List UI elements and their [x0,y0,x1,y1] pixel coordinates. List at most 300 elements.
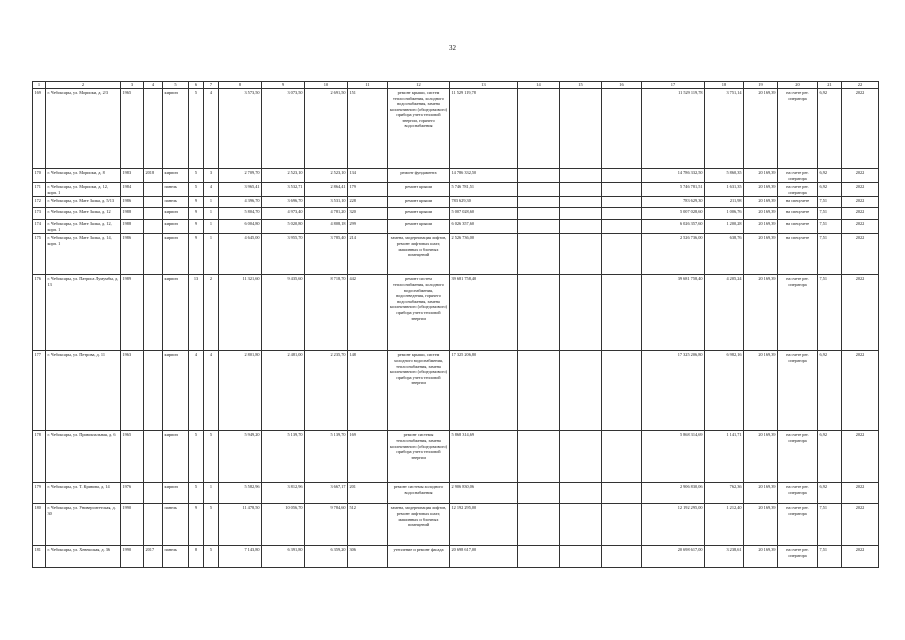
cell-cost: 2 906 830,06 [450,483,518,504]
cell-en: 5 [204,504,219,546]
cell-c18: 3 751,14 [705,89,744,169]
cell-y1: 1989 [121,275,144,351]
cell-work: ремонт фундамента [388,169,450,183]
cell-c14 [518,275,560,351]
cell-a2: 3 073,50 [262,89,305,169]
cell-work: утепление и ремонт фасада [388,546,450,568]
column-number-cell: 2 [46,82,121,89]
cell-work: ремонт крыши, систем холодного водоснабжения, теплоснабжения, замена коллективного (общедомового) прибора учета тепловой энергии [388,351,450,431]
cell-fund: на спецсчете [778,208,818,220]
table-row [33,208,879,220]
cell-y2 [144,431,163,483]
cell-a1: 3 965,41 [219,183,262,197]
cell-work: замена, модернизация лифтов, ремонт лифтовых шахт, машинных и блочных помещений [388,504,450,546]
cell-en: 4 [204,351,219,431]
cell-c18: 638,76 [705,234,744,275]
cell-fl: 13 [189,275,204,351]
cell-c14 [518,208,560,220]
cell-c18: 762,36 [705,483,744,504]
cell-fl: 9 [189,197,204,208]
table-row [33,234,879,275]
column-number-cell: 18 [705,82,744,89]
column-number-cell: 15 [560,82,602,89]
cell-y2 [144,220,163,234]
cell-c19: 20 169,39 [744,208,778,220]
cell-rate: 7,51 [818,234,842,275]
cell-fl: 4 [189,351,204,431]
cell-res: 169 [348,431,388,483]
cell-c15 [560,234,602,275]
cell-n: 176 [33,275,46,351]
cell-c18: 1 141,71 [705,431,744,483]
cell-address: г. Чебоксары, ул. Мате Залка, д. 5/13 [46,197,121,208]
cell-cost: 39 681 758,40 [450,275,518,351]
cell-c14 [518,89,560,169]
cell-en: 1 [204,208,219,220]
cell-y1: 1963 [121,351,144,431]
cell-a2: 3 812,96 [262,483,305,504]
cell-c19: 20 169,39 [744,275,778,351]
table-row [33,483,879,504]
cell-work: ремонт крыши, систем теплоснабжения, холодного водоснабжения, замена коллективного (общедомового) прибора учета тепловой энергии, горячего водоснабжения [388,89,450,169]
column-number-cell: 22 [842,82,879,89]
cell-address: г. Чебоксары, ул. Мориоки, д. 8 [46,169,121,183]
cell-c15 [560,351,602,431]
cell-rate: 7,51 [818,197,842,208]
cell-fl: 9 [189,220,204,234]
cell-wall: кирпич [163,220,189,234]
cell-fund: на спецсчете [778,220,818,234]
cell-res: 228 [348,197,388,208]
cell-y1: 1976 [121,483,144,504]
table-row [33,183,879,197]
column-number-row [33,82,879,89]
cell-c18: 1 212,40 [705,504,744,546]
cell-c15 [560,275,602,351]
cell-a1: 11 478,50 [219,504,262,546]
cell-c16 [602,275,642,351]
cell-rate: 7,51 [818,275,842,351]
cell-work: ремонт крыши [388,220,450,234]
cell-c17: 5 868 314,69 [642,431,705,483]
cell-work: ремонт крыши [388,197,450,208]
cell-a2: 5 020,80 [262,220,305,234]
cell-res: 512 [348,504,388,546]
cell-cost: 20 698 617,00 [450,546,518,568]
cell-a1: 4 396,70 [219,197,262,208]
cell-wall: панель [163,197,189,208]
cell-rate: 7,51 [818,546,842,568]
column-number-cell: 3 [121,82,144,89]
cell-c19: 20 169,39 [744,234,778,275]
cell-year: 2022 [842,234,879,275]
cell-c19: 20 169,39 [744,89,778,169]
cell-a2: 3 696,70 [262,197,305,208]
table-row [33,546,879,568]
cell-en: 1 [204,197,219,208]
cell-c16 [602,504,642,546]
cell-c17: 5 007 028,60 [642,208,705,220]
cell-n: 173 [33,208,46,220]
cell-a2: 5 139,70 [262,431,305,483]
cell-year: 2022 [842,546,879,568]
cell-c16 [602,169,642,183]
cell-n: 171 [33,183,46,197]
column-number-cell: 14 [518,82,560,89]
cell-en: 1 [204,483,219,504]
cell-address: г. Чебоксары, ул. Мате Залка, д. 12 [46,208,121,220]
cell-address: г. Чебоксары, ул. Патриса Лумумбы, д. 13 [46,275,121,351]
cell-a3: 6 359,20 [305,546,348,568]
cell-a2: 2 523,10 [262,169,305,183]
cell-cost: 5 007 028,60 [450,208,518,220]
cell-address: г. Чебоксары, ул. Мате Залка, д. 12, корп. 1 [46,220,121,234]
cell-fund: на счете рег. оператора [778,351,818,431]
cell-c18: 211,98 [705,197,744,208]
cell-en: 4 [204,89,219,169]
cell-c14 [518,431,560,483]
cell-c15 [560,546,602,568]
cell-fl: 9 [189,208,204,220]
cell-a1: 5 804,70 [219,208,262,220]
cell-a2: 2 481,00 [262,351,305,431]
cell-cost: 11 529 119,78 [450,89,518,169]
cell-c18: 6 982,16 [705,351,744,431]
cell-a3: 5 139,70 [305,431,348,483]
cell-c15 [560,220,602,234]
cell-y1: 1983 [121,169,144,183]
cell-fund: на счете рег. оператора [778,483,818,504]
cell-cost: 17 325 206,80 [450,351,518,431]
cell-a2: 4 973,40 [262,208,305,220]
cell-n: 169 [33,89,46,169]
cell-year: 2022 [842,220,879,234]
cell-c19: 20 169,39 [744,483,778,504]
cell-res: 320 [348,208,388,220]
cell-n: 170 [33,169,46,183]
cell-res: 214 [348,234,388,275]
cell-c16 [602,89,642,169]
cell-fl: 5 [189,483,204,504]
cell-y2 [144,183,163,197]
table-row [33,504,879,546]
cell-fl: 5 [189,89,204,169]
cell-year: 2022 [842,169,879,183]
cell-c16 [602,220,642,234]
cell-y2: 2017 [144,546,163,568]
cell-rate: 6,92 [818,431,842,483]
cell-work: ремонт систем теплоснабжения, холодного водоснабжения, водоотведения, горячего водоснабжения, замена коллективного (общедомового) прибора учета тепловой энергии [388,275,450,351]
table-row [33,169,879,183]
cell-c14 [518,483,560,504]
cell-fl: 5 [189,169,204,183]
cell-a3: 2 235,70 [305,351,348,431]
cell-a3: 3 667,17 [305,483,348,504]
cell-c15 [560,183,602,197]
cell-cost: 5 868 314,69 [450,431,518,483]
cell-fund: на спецсчете [778,234,818,275]
cell-c15 [560,431,602,483]
column-number-cell: 4 [144,82,163,89]
cell-c19: 20 169,39 [744,351,778,431]
column-number-cell: 17 [642,82,705,89]
cell-y1: 1990 [121,546,144,568]
column-number-cell: 11 [348,82,388,89]
cell-wall: панель [163,504,189,546]
column-number-cell: 10 [305,82,348,89]
cell-c16 [602,234,642,275]
cell-wall: кирпич [163,351,189,431]
cell-rate: 7,51 [818,220,842,234]
cell-c15 [560,208,602,220]
cell-cost: 14 786 332,50 [450,169,518,183]
cell-c17: 17 325 206,80 [642,351,705,431]
cell-cost: 783 629,30 [450,197,518,208]
cell-c15 [560,483,602,504]
cell-y1: 1984 [121,183,144,197]
cell-res: 148 [348,351,388,431]
cell-a3: 4 781,20 [305,208,348,220]
cell-a1: 11 321,60 [219,275,262,351]
cell-y2 [144,275,163,351]
cell-year: 2022 [842,208,879,220]
cell-cost: 6 026 357,60 [450,220,518,234]
cell-n: 172 [33,197,46,208]
cell-address: г. Чебоксары, ул. Мориоки, д. 2/3 [46,89,121,169]
cell-c17: 11 529 119,78 [642,89,705,169]
cell-a2: 3 955,70 [262,234,305,275]
cell-y2: 2018 [144,169,163,183]
cell-a2: 10 056,70 [262,504,305,546]
cell-res: 442 [348,275,388,351]
table-row [33,89,879,169]
cell-a2: 3 532,71 [262,183,305,197]
cell-a3: 2 864,41 [305,183,348,197]
cell-c16 [602,208,642,220]
cell-wall: кирпич [163,208,189,220]
cell-fund: на счете рег. оператора [778,431,818,483]
cell-c18: 1 006,76 [705,208,744,220]
cell-year: 2022 [842,431,879,483]
cell-y2 [144,197,163,208]
cell-a1: 5 949,20 [219,431,262,483]
cell-address: г. Чебоксары, ул. Мориоки, д. 12, корп. 1 [46,183,121,197]
cell-work: ремонт системы теплоснабжения, замена коллективного (общедомового) прибора учета тепловой энергии [388,431,450,483]
column-number-cell: 6 [189,82,204,89]
cell-c18: 5 860,35 [705,169,744,183]
cell-en: 1 [204,220,219,234]
cell-a2: 9 435,60 [262,275,305,351]
cell-address: г. Чебоксары, ул. Петрова, д. 11 [46,351,121,431]
cell-c14 [518,546,560,568]
cell-c19: 20 169,39 [744,169,778,183]
column-number-cell: 12 [388,82,450,89]
cell-a1: 2 801,80 [219,351,262,431]
cell-n: 175 [33,234,46,275]
cell-rate: 7,51 [818,208,842,220]
cell-work: ремонт системы холодного водоснабжения [388,483,450,504]
cell-c19: 20 169,39 [744,183,778,197]
cell-c14 [518,351,560,431]
column-number-cell: 16 [602,82,642,89]
cell-c19: 20 169,39 [744,546,778,568]
cell-c14 [518,183,560,197]
cell-rate: 6,92 [818,89,842,169]
cell-c14 [518,504,560,546]
column-number-cell: 13 [450,82,518,89]
cell-c17: 6 026 357,60 [642,220,705,234]
cell-year: 2022 [842,89,879,169]
cell-y1: 1986 [121,197,144,208]
column-number-cell: 1 [33,82,46,89]
cell-a3: 4 808,18 [305,220,348,234]
cell-a1: 7 143,80 [219,546,262,568]
cell-work: ремонт крыши [388,183,450,197]
cell-n: 181 [33,546,46,568]
cell-n: 177 [33,351,46,431]
column-number-cell: 9 [262,82,305,89]
cell-rate: 6,92 [818,183,842,197]
cell-c16 [602,197,642,208]
cell-a3: 9 784,60 [305,504,348,546]
table-row [33,431,879,483]
cell-en: 5 [204,546,219,568]
cell-c16 [602,431,642,483]
cell-y2 [144,208,163,220]
cell-res: 306 [348,546,388,568]
cell-a3: 3 785,40 [305,234,348,275]
cell-n: 178 [33,431,46,483]
cell-res: 134 [348,169,388,183]
cell-c17: 5 746 781,51 [642,183,705,197]
cell-c14 [518,220,560,234]
column-number-cell: 21 [818,82,842,89]
cell-a3: 2 691,50 [305,89,348,169]
cell-c17: 783 629,30 [642,197,705,208]
cell-c18: 1 200,28 [705,220,744,234]
page-number: 32 [449,44,456,52]
cell-c17: 20 698 617,00 [642,546,705,568]
cell-c19: 20 169,39 [744,220,778,234]
cell-wall: панель [163,546,189,568]
cell-year: 2022 [842,351,879,431]
cell-en: 5 [204,431,219,483]
cell-rate: 6,92 [818,351,842,431]
cell-a1: 3 573,50 [219,89,262,169]
table-row [33,197,879,208]
column-number-cell: 5 [163,82,189,89]
cell-c18: 3 238,61 [705,546,744,568]
cell-fl: 5 [189,431,204,483]
table-row [33,351,879,431]
cell-c19: 20 169,39 [744,197,778,208]
cell-address: г. Чебоксары, ул. Мате Залка, д. 14, корп. 1 [46,234,121,275]
cell-a1: 2 709,70 [219,169,262,183]
cell-year: 2022 [842,275,879,351]
cell-fund: на счете рег. оператора [778,183,818,197]
cell-c14 [518,169,560,183]
cell-year: 2022 [842,483,879,504]
cell-y1: 1988 [121,220,144,234]
cell-fund: на счете рег. оператора [778,89,818,169]
cell-a1: 6 004,80 [219,220,262,234]
cell-n: 180 [33,504,46,546]
cell-en: 1 [204,234,219,275]
cell-c16 [602,483,642,504]
cell-fl: 9 [189,504,204,546]
column-number-cell: 8 [219,82,262,89]
cell-y1: 1965 [121,431,144,483]
column-number-cell: 20 [778,82,818,89]
cell-y2 [144,351,163,431]
cell-wall: кирпич [163,169,189,183]
cell-c17: 14 786 332,50 [642,169,705,183]
cell-res: 151 [348,89,388,169]
capital-repair-table [32,81,879,568]
cell-cost: 5 746 781,51 [450,183,518,197]
cell-c16 [602,546,642,568]
cell-c17: 2 906 830,06 [642,483,705,504]
cell-y1: 1988 [121,208,144,220]
cell-y2 [144,504,163,546]
cell-a1: 5 582,96 [219,483,262,504]
cell-c14 [518,234,560,275]
cell-y2 [144,234,163,275]
cell-c15 [560,504,602,546]
cell-fl: 9 [189,234,204,275]
cell-n: 179 [33,483,46,504]
cell-c15 [560,197,602,208]
cell-fund: на счете рег. оператора [778,169,818,183]
cell-y1: 1986 [121,234,144,275]
cell-c18: 4 205,24 [705,275,744,351]
cell-en: 4 [204,183,219,197]
cell-c15 [560,169,602,183]
cell-c14 [518,197,560,208]
cell-c19: 20 169,39 [744,504,778,546]
cell-y2 [144,89,163,169]
cell-a2: 6 391,80 [262,546,305,568]
cell-res: 299 [348,220,388,234]
cell-c17: 39 681 758,40 [642,275,705,351]
cell-n: 174 [33,220,46,234]
cell-c17: 12 192 295,00 [642,504,705,546]
cell-en: 2 [204,275,219,351]
cell-c16 [602,183,642,197]
cell-wall: кирпич [163,234,189,275]
cell-a3: 2 523,10 [305,169,348,183]
cell-year: 2022 [842,504,879,546]
cell-res: 179 [348,183,388,197]
table-row [33,220,879,234]
cell-c15 [560,89,602,169]
cell-wall: панель [163,183,189,197]
cell-a3: 8 718,70 [305,275,348,351]
cell-address: г. Чебоксары, ул. Т. Кривова, д. 14 [46,483,121,504]
cell-fund: на счете рег. оператора [778,275,818,351]
cell-year: 2022 [842,183,879,197]
cell-wall: кирпич [163,483,189,504]
cell-a1: 4 645,00 [219,234,262,275]
cell-rate: 6,92 [818,169,842,183]
cell-a3: 3 531,10 [305,197,348,208]
cell-en: 3 [204,169,219,183]
cell-fund: на счете рег. оператора [778,546,818,568]
cell-rate: 7,51 [818,504,842,546]
cell-c18: 1 631,35 [705,183,744,197]
cell-wall: кирпич [163,275,189,351]
cell-y1: 1965 [121,89,144,169]
